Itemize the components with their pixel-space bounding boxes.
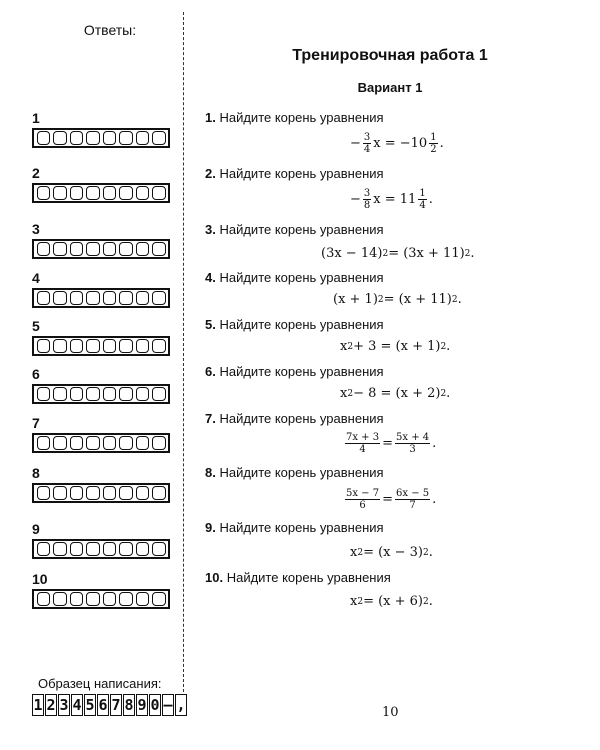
- page-title: Тренировочная работа 1: [292, 47, 488, 64]
- answer-row-6: [32, 366, 170, 404]
- answer-boxes[interactable]: [32, 384, 170, 404]
- equation-7: $\frac{7x + 3}{4}$ = $\frac{5x + 4}{3}$ .: [346, 432, 437, 455]
- task-prompt: Найдите корень уравнения: [219, 465, 384, 480]
- equation-1: − $\frac{3}{4}$ x = −10 $\frac{1}{2}$ .: [350, 132, 444, 155]
- task-prompt: Найдите корень уравнения: [219, 411, 384, 426]
- answer-row-5: [32, 318, 170, 356]
- variant-title: Вариант 1: [357, 80, 423, 95]
- answer-number: 10: [32, 571, 48, 587]
- task-5: [205, 317, 585, 332]
- answer-number: 2: [32, 165, 40, 181]
- task-prompt: Найдите корень уравнения: [219, 317, 384, 332]
- equation-6: x 2 − 8 = (x + 2) 2 .: [340, 386, 451, 401]
- sample-char: 7: [111, 696, 121, 714]
- task-number: 7.: [205, 411, 216, 426]
- answer-boxes[interactable]: [32, 433, 170, 453]
- task-number: 8.: [205, 465, 216, 480]
- answers-title: Ответы:: [83, 22, 137, 38]
- answers-column: [0, 0, 190, 750]
- answer-number: 5: [32, 318, 40, 334]
- page-number: 10: [382, 705, 399, 720]
- answer-row-10: [32, 571, 170, 609]
- task-number: 9.: [205, 520, 216, 535]
- sample-char: ,: [176, 696, 186, 714]
- task-10: [205, 570, 585, 585]
- answer-row-7: [32, 415, 170, 453]
- task-3: [205, 222, 585, 237]
- answer-boxes[interactable]: [32, 239, 170, 259]
- task-6: [205, 364, 585, 379]
- sample-char: 8: [124, 696, 134, 714]
- task-1: [205, 110, 585, 125]
- answer-boxes[interactable]: [32, 183, 170, 203]
- task-prompt: Найдите корень уравнения: [219, 110, 384, 125]
- equation-9: x 2 = (x − 3) 2 .: [350, 545, 433, 560]
- sample-char: 9: [137, 696, 147, 714]
- task-2: [205, 166, 585, 181]
- answer-row-2: [32, 165, 170, 203]
- sample-char: 3: [59, 696, 69, 714]
- equation-5: x 2 + 3 = (x + 1) 2 .: [340, 339, 451, 354]
- sample-char: –: [163, 696, 173, 714]
- task-8: [205, 465, 585, 480]
- answer-boxes[interactable]: [32, 539, 170, 559]
- sample-char: 6: [98, 696, 108, 714]
- task-4: [205, 270, 585, 285]
- answer-number: 1: [32, 110, 40, 126]
- task-number: 2.: [205, 166, 216, 181]
- sample-char: 4: [72, 696, 82, 714]
- task-number: 5.: [205, 317, 216, 332]
- sample-digits: [32, 694, 188, 716]
- task-7: [205, 411, 585, 426]
- task-prompt: Найдите корень уравнения: [226, 570, 391, 585]
- dashed-divider: [183, 12, 184, 692]
- equation-3: (3x − 14) 2 = (3x + 11) 2 .: [321, 246, 475, 261]
- answer-row-9: [32, 521, 170, 559]
- sample-char: 5: [85, 696, 95, 714]
- equation-8: $\frac{5x - 7}{6}$ = $\frac{6x - 5}{7}$ .: [346, 488, 437, 511]
- task-prompt: Найдите корень уравнения: [219, 364, 384, 379]
- answer-boxes[interactable]: [32, 128, 170, 148]
- sample-char: 1: [33, 696, 43, 714]
- task-prompt: Найдите корень уравнения: [219, 166, 384, 181]
- task-prompt: Найдите корень уравнения: [219, 520, 384, 535]
- tasks-column: [195, 0, 595, 750]
- task-number: 6.: [205, 364, 216, 379]
- task-number: 4.: [205, 270, 216, 285]
- answer-number: 4: [32, 270, 40, 286]
- equation-4: (x + 1) 2 = (x + 11) 2 .: [333, 292, 462, 307]
- answer-number: 9: [32, 521, 40, 537]
- answer-number: 7: [32, 415, 40, 431]
- sample-label: Образец написания:: [38, 676, 162, 691]
- task-number: 3.: [205, 222, 216, 237]
- answer-boxes[interactable]: [32, 288, 170, 308]
- answer-number: 6: [32, 366, 40, 382]
- task-9: [205, 520, 585, 535]
- task-number: 1.: [205, 110, 216, 125]
- task-prompt: Найдите корень уравнения: [219, 222, 384, 237]
- sample-char: 2: [46, 696, 56, 714]
- answer-boxes[interactable]: [32, 483, 170, 503]
- equation-10: x 2 = (x + 6) 2 .: [350, 594, 433, 609]
- answer-row-8: [32, 465, 170, 503]
- task-prompt: Найдите корень уравнения: [219, 270, 384, 285]
- answer-number: 8: [32, 465, 40, 481]
- sample-char: 0: [150, 696, 160, 714]
- answer-row-4: [32, 270, 170, 308]
- answer-row-1: [32, 110, 170, 148]
- answer-boxes[interactable]: [32, 336, 170, 356]
- answer-number: 3: [32, 221, 40, 237]
- equation-2: − $\frac{3}{8}$ x = 11 $\frac{1}{4}$ .: [350, 188, 433, 211]
- answer-boxes[interactable]: [32, 589, 170, 609]
- task-number: 10.: [205, 570, 224, 585]
- answer-row-3: [32, 221, 170, 259]
